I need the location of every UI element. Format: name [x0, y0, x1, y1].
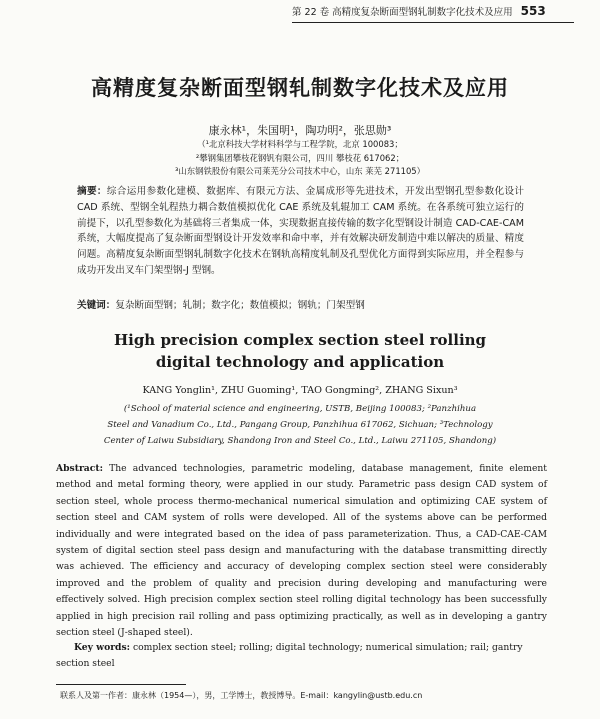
zh-affiliations — [0, 138, 600, 179]
zh-keywords-text: 复杂断面型钢；轧制；数字化；数值模拟；钢轨；门架型钢 — [115, 300, 365, 311]
zh-affiliation-line: ³山东钢铁股份有限公司莱芜分公司技术中心，山东 莱芜 271105） — [174, 166, 426, 176]
en-abstract-label: Abstract: — [56, 463, 103, 474]
zh-keywords-label: 关键词： — [77, 300, 116, 311]
en-title — [0, 329, 600, 373]
en-affiliations — [0, 401, 600, 449]
zh-title: 高精度复杂断面型钢轧制数字化技术及应用 — [91, 76, 509, 100]
zh-abstract-text: 综合运用参数化建模、数据库、有限元方法、金属成形等先进技术，开发出型钢孔型参数化设计 CAD 系统、型钢全轧程热力耦合数值模拟优化 CAE 系统及轧辊加工 CAM 系统。在各系统可独立运行的前提下，以孔型参数化为基础将三者集成一体，实现数据直接传输的数字化型钢设计制造 CAD-CAE-CAM 系统，大幅度提高了复杂断面型钢设计开发效率和命中率，并有效解决研发制造中难以解决的质量、精度问题。高精度复杂断面型钢轧制数字化技术在钢轨高精度轧制及孔型优化方面得到实际应用，并全程参与成功开发出叉车门架型钢-J 型钢。 — [77, 186, 525, 276]
en-title-line: High precision complex section steel rolling — [113, 331, 487, 349]
en-abstract — [56, 461, 547, 641]
page-number: 553 — [520, 4, 546, 18]
en-keywords — [56, 640, 547, 672]
en-keywords-text: complex section steel; rolling; digital technology; numerical simulation; rail; gantry section steel — [56, 642, 523, 669]
en-title-line: digital technology and application — [155, 353, 445, 371]
en-affiliation-line: (¹School of material science and engineering, USTB, Beijing 100083; ²Panzhihua — [123, 404, 477, 414]
en-authors: KANG Yonglin¹, ZHU Guoming¹, TAO Gongming², ZHANG Sixun³ — [142, 385, 458, 396]
running-title: 第 22 卷 高精度复杂断面型钢轧制数字化技术及应用 — [292, 7, 513, 18]
header-rule — [292, 22, 574, 23]
en-affiliation-line: Center of Laiwu Subsidiary, Shandong Iron and Steel Co., Ltd., Laiwu 271105, Shandong) — [103, 436, 497, 446]
footnote-rule — [56, 684, 186, 685]
en-abstract-text: The advanced technologies, parametric modeling, database management, finite element method and metal forming theory, were applied in our study. Parametric pass design CAD system of section steel, whole process thermo-mechanical numerical simulation and optimizing CAE system of section steel and CAM system of rolls were developed. All of the systems above can be performed individually and were integrated based on the idea of pass parameterization. Thus, a CAD-CAE-CAM system of digital section steel pass design and manufacturing with the database transmitting directly was achieved. The efficiency and accuracy of developing complex section steel were considerably improved and the problem of quality and precision during developing and manufacturing were effectively solved. High precision complex section steel rolling digital technology has been successfully applied in high precision rail rolling and pass optimizing practically, as well as in developing a gantry section steel (J-shaped steel). — [56, 463, 547, 639]
zh-abstract — [77, 184, 524, 279]
zh-affiliation-line: ²攀钢集团攀枝花钢钒有限公司，四川 攀枝花 617062； — [195, 152, 405, 163]
footnote: 联系人及第一作者：康永林（1954—），男，工学博士，教授博导。E-mail：kangylin@ustb.edu.cn — [60, 691, 423, 700]
zh-keywords — [77, 297, 524, 311]
zh-abstract-label: 摘要： — [77, 186, 107, 197]
en-affiliation-line: Steel and Vanadium Co., Ltd., Pangang Group, Panzhihua 617062, Sichuan; ³Technology — [107, 420, 493, 430]
zh-affiliation-line: （¹北京科技大学材料科学与工程学院，北京 100083； — [197, 139, 403, 149]
zh-authors: 康永林¹，朱国明¹，陶功明²，张思勋³ — [208, 124, 392, 137]
running-header — [292, 4, 572, 18]
en-keywords-label: Key words: — [74, 642, 131, 653]
